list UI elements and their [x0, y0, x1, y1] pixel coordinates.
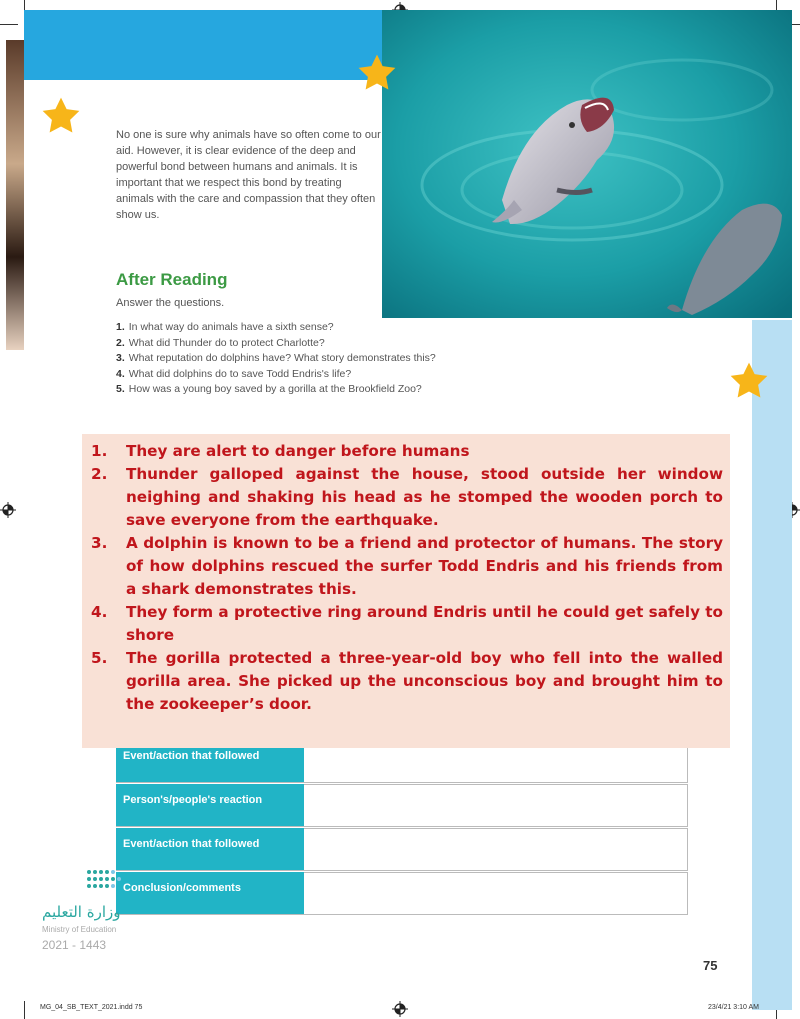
table-row-label: Event/action that followed — [116, 740, 304, 782]
ministry-logo-icon — [86, 868, 126, 894]
answer-item — [91, 440, 723, 463]
blue-banner — [24, 10, 382, 80]
story-table — [116, 740, 688, 917]
question-text: What did Thunder do to protect Charlotte? — [128, 336, 325, 349]
answer-number: 1. — [91, 442, 108, 460]
answer-text: Thunder galloped against the house, stood outside her window neighing and shaking his head as he stomped the wooden porch to save everyone from the earthquake. — [126, 465, 723, 529]
table-cell[interactable] — [304, 784, 688, 826]
registration-mark-icon — [0, 502, 16, 518]
ministry-year: 2021 - 1443 — [42, 938, 107, 952]
answer-item — [91, 463, 723, 532]
table-row-label: Person's/people's reaction — [116, 784, 304, 826]
footer-date: 23/4/21 3:10 AM — [708, 1004, 759, 1011]
question-text: What did dolphins do to save Todd Endris's life? — [128, 367, 352, 380]
star-icon — [356, 52, 398, 94]
answer-item — [91, 601, 723, 647]
page-number: 75 — [703, 958, 718, 973]
question-number: 2. — [116, 336, 125, 349]
ministry-name-english: Ministry of Education — [42, 925, 117, 934]
answer-number: 5. — [91, 649, 108, 667]
answer-item — [91, 532, 723, 601]
question-number: 5. — [116, 383, 125, 395]
right-blue-strip — [752, 320, 792, 1010]
question-item — [116, 320, 436, 336]
ministry-name-arabic: وزارة التعليم — [42, 903, 121, 921]
question-text: What reputation do dolphins have? What story demonstrates this? — [128, 352, 436, 364]
table-row-label: Conclusion/comments — [116, 872, 304, 914]
answer-text: A dolphin is known to be a friend and protector of humans. The story of how dolphins rescued the surfer Todd Endris and his friends from a shark demonstrates this. — [126, 534, 723, 598]
footer-file-name: MG_04_SB_TEXT_2021.indd 75 — [40, 1004, 143, 1011]
question-number: 4. — [116, 367, 125, 380]
answer-text: The gorilla protected a three-year-old boy who fell into the walled gorilla area. She picked up the unconscious boy and brought him to the zookeeper’s door. — [126, 649, 723, 713]
answer-number: 3. — [91, 534, 108, 552]
crop-mark — [0, 24, 18, 25]
star-icon — [728, 360, 770, 402]
answer-text: They are alert to danger before humans — [126, 442, 470, 460]
question-text: How was a young boy saved by a gorilla at the Brookfield Zoo? — [128, 383, 422, 395]
question-item — [116, 351, 436, 367]
star-icon — [40, 95, 82, 137]
table-cell[interactable] — [304, 872, 688, 914]
registration-mark-icon — [392, 1001, 408, 1017]
after-reading-instruction: Answer the questions. — [116, 297, 225, 309]
answer-text: They form a protective ring around Endris until he could get safely to shore — [126, 603, 723, 644]
question-item — [116, 382, 436, 398]
question-item — [116, 367, 436, 383]
question-list — [116, 320, 436, 398]
left-photo-edge — [6, 40, 24, 350]
answer-number: 2. — [91, 465, 108, 483]
question-number: 3. — [116, 352, 125, 364]
dolphin-photo — [382, 10, 792, 318]
question-item — [116, 336, 436, 352]
table-row — [116, 828, 688, 871]
answer-number: 4. — [91, 603, 108, 621]
after-reading-heading: After Reading — [116, 270, 228, 289]
table-row — [116, 784, 688, 827]
crop-mark — [24, 1001, 25, 1019]
table-row-label: Event/action that followed — [116, 828, 304, 870]
intro-paragraph: No one is sure why animals have so often come to our aid. However, it is clear evidence of the deep and powerful bond between humans and animals. It is important that we respect this bond by treating animals with the care and compassion that they often show us. — [116, 129, 381, 221]
answer-item — [91, 647, 723, 716]
question-number: 1. — [116, 321, 125, 333]
table-row — [116, 872, 688, 915]
table-cell[interactable] — [304, 828, 688, 870]
answer-list — [91, 440, 723, 716]
question-text: In what way do animals have a sixth sense? — [128, 321, 334, 333]
